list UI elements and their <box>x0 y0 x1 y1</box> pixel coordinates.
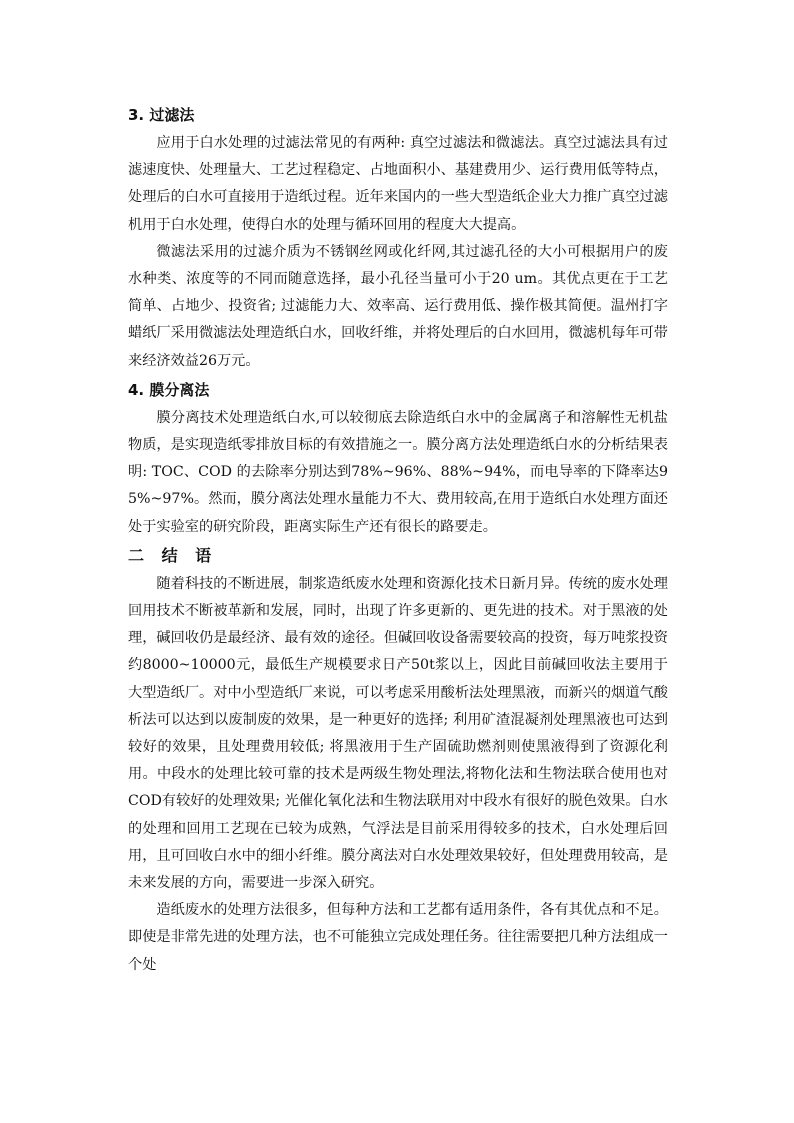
document-page <box>128 100 668 979</box>
paragraph-microfiltration: 微滤法采用的过滤介质为不锈钢丝网或化纤网,其过滤孔径的大小可根据用户的废水种类、浓度等的不同而随意选择，最小孔径当量可小于20 um。其优点更在于工艺简单、占地少、投资省; 过滤能力大、效率高、运行费用低、操作极其简便。温州打字蜡纸厂采用微滤法处理造纸白水，回收纤维，并将处理后的白水回用，微滤机每年可带来经济效益26万元。 <box>128 243 668 369</box>
section-heading-membrane-separation: 4. 膜分离法 <box>128 380 210 399</box>
section-heading-conclusion: 二 结 语 <box>128 545 218 565</box>
paragraph-vacuum-filtration: 应用于白水处理的过滤法常见的有两种: 真空过滤法和微滤法。真空过滤法具有过滤速度快、处理量大、工艺过程稳定、占地面积小、基建费用少、运行费用低等特点，处理后的白水可直接用于造纸过程。近年来国内的一些大型造纸企业大力推广真空过滤机用于白水处理，使得白水的处理与循环回用的程度大大提高。 <box>128 135 668 233</box>
paragraph-conclusion-summary: 随着科技的不断进展，制浆造纸废水处理和资源化技术日新月异。传统的废水处理回用技术不断被革新和发展，同时，出现了许多更新的、更先进的技术。对于黑液的处理，碱回收仍是最经济、最有效的途径。但碱回收设备需要较高的投资，每万吨浆投资约8000~10000元，最低生产规模要求日产50t浆以上，因此目前碱回收法主要用于大型造纸厂。对中小型造纸厂来说，可以考虑采用酸析法处理黑液，而新兴的烟道气酸析法可以达到以废制废的效果，是一种更好的选择; 利用矿渣混凝剂处理黑液也可达到较好的效果，且处理费用较低; 将黑液用于生产固硫助燃剂则使黑液得到了资源化利用。中段水的处理比较可靠的技术是两级生物处理法,将物化法和生物法联合使用也对COD有较好的处理效果; 光催化氧化法和生物法联用对中段水有很好的脱色效果。白水的处理和回用工艺现在已较为成熟，气浮法是目前采用得较多的技术，白水处理后回用，且可回收白水中的细小纤维。膜分离法对白水处理效果较好，但处理费用较高，是未来发展的方向，需要进一步深入研究。 <box>128 575 668 892</box>
section-heading-filtration: 3. 过滤法 <box>128 106 195 124</box>
paragraph-membrane-separation: 膜分离技术处理造纸白水,可以较彻底去除造纸白水中的金属离子和溶解性无机盐物质，是实现造纸零排放目标的有效措施之一。膜分离方法处理造纸白水的分析结果表明: TOC、COD 的去除率分别达到78%~96%、88%~94%，而电导率的下降率达95%~97%。然而，膜分离法处理水量能力不大、费用较高,在用于造纸白水处理方面还处于实验室的研究阶段，距离实际生产还有很长的路要走。 <box>128 409 668 535</box>
paragraph-conclusion-methods: 造纸废水的处理方法很多，但每种方法和工艺都有适用条件，各有其优点和不足。即使是非常先进的处理方法，也不可能独立完成处理任务。往往需要把几种方法组成一个处 <box>128 902 668 973</box>
